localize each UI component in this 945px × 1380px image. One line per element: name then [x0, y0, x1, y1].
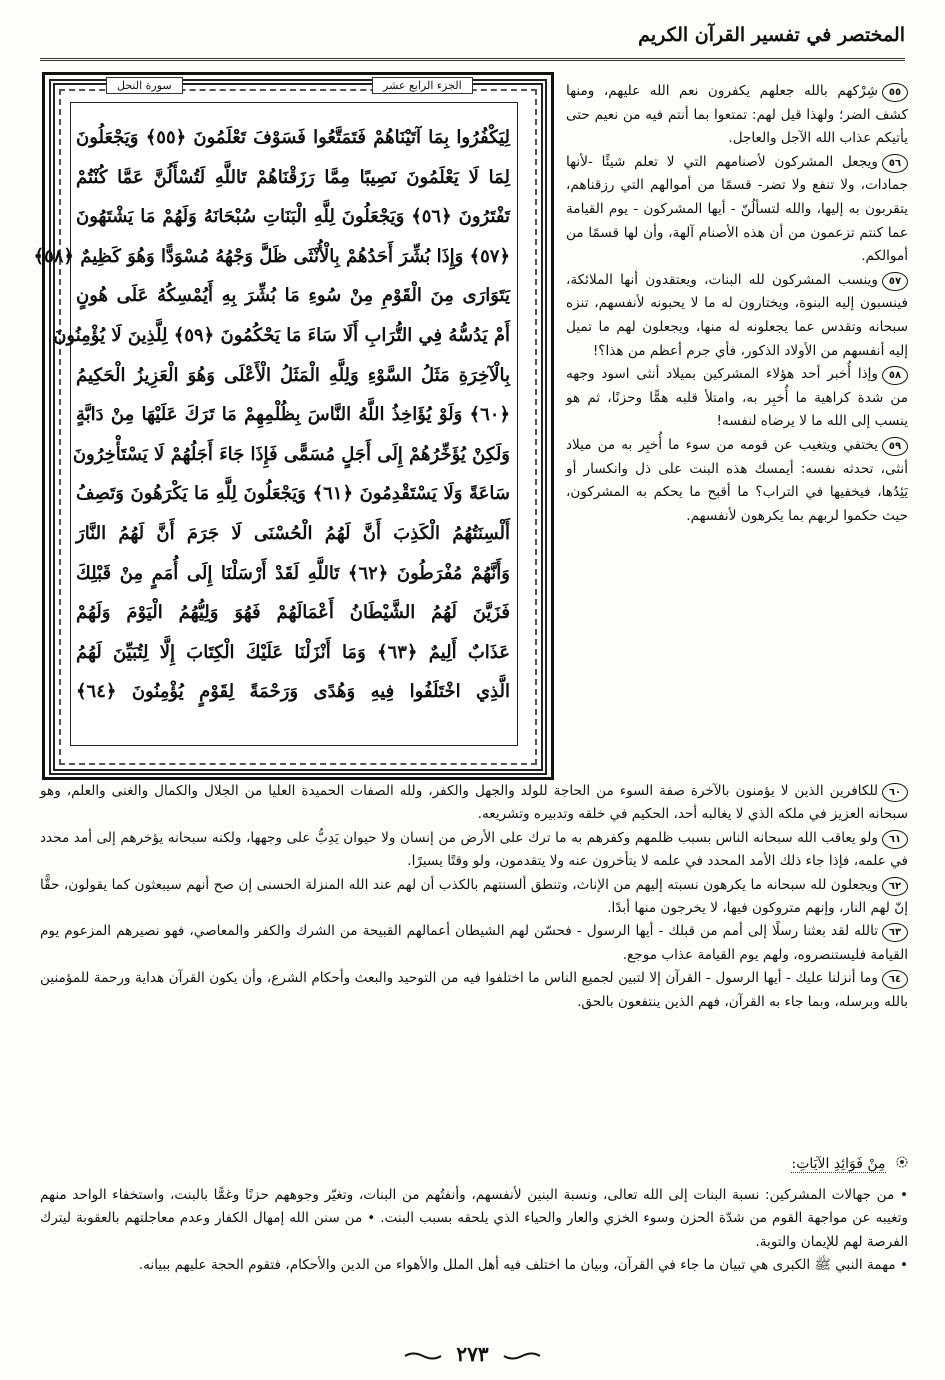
tafsir-full-width [40, 780, 908, 1014]
ayah-line: وَلَكِنْ يُؤَخِّرُهُمْ إِلَى أَجَلٍ مُسَمًّى فَإِذَا جَاءَ أَجَلُهُمْ لَا يَسْتَأْخِرُونَ [72, 443, 510, 465]
tafsir-paragraph [566, 434, 908, 528]
ayah-number: ٦٣ [882, 923, 908, 942]
ayah-number: ٥٦ [882, 154, 908, 173]
tafsir-paragraph [566, 269, 908, 363]
tafsir-paragraph [566, 363, 908, 434]
benefit-text: مهمة النبي ﷺ الكبرى هي تبيان ما جاء في القرآن، وبيان ما اختلف فيه أهل الملل والأهواء من الدين والأحكام، فتقوم الحجة عليهم ببيانه. [138, 1257, 896, 1274]
benefits-heading-text: مِنْ فَوَائِدِ الآيَاتِ: [791, 1156, 886, 1172]
tafsir-text: للكافرين الذين لا يؤمنون بالآخرة صفة السوء من الحاجة للولد والجهل والكفر، ولله الصفات الحميدة العليا من الجلال والكمال والغنى والعلم، وهو سبحانه العزيز في ملكه الذي لا يغالبه أحد، الحكيم في خلقه وتدبيره وتشريعه. [40, 783, 908, 823]
benefits-heading [40, 1156, 908, 1173]
tafsir-text: وما أنزلنا عليك - أيها الرسول - القرآن إلا لتبين لجميع الناس ما اختلفوا فيه من التوحيد والبعث وأحكام الشرع، وأن يكون القرآن هداية ورحمة للمؤمنين بالله وبرسله، وبما جاء به القرآن، فهم الذين ينتفعون بالحق. [40, 970, 908, 1010]
tafsir-text: شِرْكهم بالله جعلهم يكفرون نعم الله عليهم، ومنها كشف الضر؛ ولهذا قيل لهم: تمتعوا بما أنتم فيه من نعيم حتى يأتيكم عذاب الله الآجل والعاجل. [566, 83, 908, 147]
benefit-item: • مهمة النبي ﷺ الكبرى هي تبيان ما جاء في القرآن، وبيان ما اختلف فيه أهل الملل والأهواء من الدين والأحكام، فتقوم الحجة عليهم ببيانه. [138, 1257, 908, 1274]
ayah-number: ٥٨ [882, 366, 908, 385]
ayah-number: ٦٢ [882, 877, 908, 896]
ayah-line: بِالْآخِرَةِ مَثَلُ السَّوْءِ وَلِلَّهِ الْمَثَلُ الْأَعْلَى وَهُوَ الْعَزِيزُ الْحَكِيمُ [76, 364, 510, 386]
tafsir-paragraph [566, 80, 908, 151]
ayah-line: ﴿٥٧﴾ وَإِذَا بُشِّرَ أَحَدُهُمْ بِالْأُنْثَى ظَلَّ وَجْهُهُ مُسْوَدًّا وَهُوَ كَظِيمٌ ﴿٥٨﴾ [33, 245, 510, 267]
ayah-line: أَلْسِنَتُهُمُ الْكَذِبَ أَنَّ لَهُمُ الْحُسْنَى لَا جَرَمَ أَنَّ لَهُمُ النَّارَ [76, 522, 510, 544]
ayah-number: ٦١ [882, 830, 908, 849]
tafsir-text: وإذا أُخبر أحد هؤلاء المشركين بميلاد أنثى اسود وجهه من شدة كراهية ما أُخبِر به، وامتلأ قلبه همًّا وحزنًا، ثم هو ينسب إلى الله ما لا يرضاه لنفسه! [566, 366, 908, 430]
surah-label: سورة النحل [106, 77, 183, 94]
ayah-line: يَتَوَارَى مِنَ الْقَوْمِ مِنْ سُوءِ مَا بُشِّرَ بِهِ أَيُمْسِكُهُ عَلَى هُونٍ [76, 285, 510, 307]
ayah-line: لِمَا لَا يَعْلَمُونَ نَصِيبًا مِمَّا رَزَقْنَاهُمْ تَاللَّهِ لَتُسْأَلُنَّ عَمَّا كُنْتُمْ [76, 166, 510, 188]
tafsir-text: ويجعل المشركون لأصنامهم التي لا تعلم شيئًا -لأنها جمادات، ولا تنفع ولا تضر- قسمًا من أموالهم التي رزقناهم، يتقربون به إليها، والله لتسألُنّ - أيها المشركون - يوم القيامة عما كنتم تزعمون من أن هذه الأصنام آلهة، وأن لها قسمًا من أموالكم. [566, 153, 908, 265]
page-number: ٢٧٣ [456, 1342, 489, 1366]
ayah-line: تَفْتَرُونَ ﴿٥٦﴾ وَيَجْعَلُونَ لِلَّهِ الْبَنَاتِ سُبْحَانَهُ وَلَهُمْ مَا يَشْتَهُونَ [76, 206, 511, 228]
tafsir-paragraph [40, 967, 908, 1014]
tafsir-text: ويجعلون لله سبحانه ما يكرهون نسبته إليهم من الإناث، وتنطق ألسنتهم بالكذب أن لهم عند الله المنزلة الحسنى إن صح أنهم سيبعثون كما يقولون، حقًّا إنّ لهم النار، وإنهم متروكون فيها، لا يخرجون منها أبدًا. [40, 876, 908, 917]
ayah-line: وَأَنَّهُمْ مُفْرَطُونَ ﴿٦٢﴾ تَاللَّهِ لَقَدْ أَرْسَلْنَا إِلَى أُمَمٍ مِنْ قَبْلِكَ [76, 562, 510, 584]
page-footer [0, 1342, 945, 1366]
tafsir-paragraph [40, 874, 908, 921]
page-header [40, 22, 905, 61]
ayah-line: أَمْ يَدُسُّهُ فِي التُّرَابِ أَلَا سَاءَ مَا يَحْكُمُونَ ﴿٥٩﴾ لِلَّذِينَ لَا يُؤْمِنُونَ [53, 324, 510, 346]
ayah-number: ٦٠ [882, 783, 908, 802]
juz-label: الجزء الرابع عشر [372, 77, 473, 94]
ayah-line: سَاعَةً وَلَا يَسْتَقْدِمُونَ ﴿٦١﴾ وَيَجْعَلُونَ لِلَّهِ مَا يَكْرَهُونَ وَتَصِفُ [76, 483, 510, 505]
ayah-line: ﴿٦٠﴾ وَلَوْ يُؤَاخِذُ اللَّهُ النَّاسَ بِظُلْمِهِمْ مَا تَرَكَ عَلَيْهَا مِنْ دَابَّةٍ [76, 404, 510, 426]
ayah-line: عَذَابٌ أَلِيمٌ ﴿٦٣﴾ وَمَا أَنْزَلْنَا عَلَيْكَ الْكِتَابَ إِلَّا لِتُبَيِّنَ لَهُمُ [76, 641, 510, 663]
ayah-line: الَّذِي اخْتَلَفُوا فِيهِ وَهُدًى وَرَحْمَةً لِقَوْمٍ يُؤْمِنُونَ ﴿٦٤﴾ [76, 681, 510, 703]
tafsir-paragraph [566, 151, 908, 269]
ayah-line: لِيَكْفُرُوا بِمَا آتَيْنَاهُمْ فَتَمَتَّعُوا فَسَوْفَ تَعْلَمُونَ ﴿٥٥﴾ وَيَجْعَلُونَ [76, 127, 510, 148]
tafsir-text: تالله لقد بعثنا رسلًا إلى أمم من قبلك - أيها الرسول - فحسّن لهم الشيطان أعمالهم القبيحة من الشرك والكفر والمعاصي، فهو نصيرهم المزعوم يوم القيامة فليستنصروه، ولهم يوم القيامة عذاب موجع. [40, 923, 908, 963]
tafsir-paragraph [40, 920, 908, 967]
footer-ornament-icon [502, 1351, 542, 1361]
tafsir-paragraph [40, 780, 908, 827]
benefits-list [40, 1184, 908, 1278]
tafsir-paragraph [40, 827, 908, 874]
footer-ornament-icon [403, 1351, 443, 1361]
tafsir-column [566, 80, 908, 528]
tafsir-text: ولو يعاقب الله سبحانه الناس بسبب ظلمهم وكفرهم به ما ترك على الأرض من إنسان ولا حيوان يَدِبُّ على وجهها، ولكنه سبحانه يؤخرهم إلى أمد محدد في علمه، فإذا جاء ذلك الأمد المحدد في علمه لا يتأخرون عنه ولا يتقدمون، ولو وقتًا يسيرًا. [40, 829, 908, 870]
book-title: المختصر في تفسير القرآن الكريم [638, 24, 905, 46]
tafsir-text: وينسب المشركون لله البنات، ويعتقدون أنها الملائكة، فينسبون إليه البنوة، ويختارون له ما لا يحبونه لأنفسهم، تنزه سبحانه وتقدس عما يجعلونه له منها، ويجعلون لهم ما تميل إليه أنفسهم من الأولاد الذكور، فأي جرم أعظم من هذا؟! [566, 271, 908, 359]
ayah-number: ٥٧ [882, 272, 908, 291]
ayah-number: ٥٥ [882, 83, 908, 102]
benefit-item: • من جهالات المشركين: نسبة البنات إلى الله تعالى، ونسبة البنين لأنفسهم، وأنفتُهم من البنات، وتغيّر وجوههم حزنًا وغمًّا بالبنت، واستخفاء الواحد منهم وتغيبه عن مواجهة القوم من شدّة الحزن وسوء الخزي والعار والحياء الذي يلحقه بسبب البنت. • من سنن الله إمهال الكفار وعدم معاجلتهم بالعقوبة ليترك الفرصة لهم للإيمان والتوبة. [40, 1187, 909, 1250]
tafsir-text: يختفي ويتغيب عن قومه من سوء ما أُخبِر به من ميلاد أنثى، تحدثه نفسه: أيمسك هذه البنت على ذل وانكسار أو يَئِدُها، فيخفيها في التراب؟ ما أقبح ما يحكم به المشركون، حيث حكموا لربهم بما يكرهون لأنفسهم. [566, 436, 908, 524]
ayah-number: ٦٤ [882, 970, 908, 989]
ayah-line: فَزَيَّنَ لَهُمُ الشَّيْطَانُ أَعْمَالَهُمْ فَهُوَ وَلِيُّهُمُ الْيَوْمَ وَلَهُمْ [76, 602, 510, 624]
ayah-lines [33, 118, 511, 712]
ayah-number: ٥٩ [882, 437, 908, 456]
benefit-text: من جهالات المشركين: نسبة البنات إلى الله تعالى، ونسبة البنين لأنفسهم، وأنفتُهم من البنات، وتغيّر وجوههم حزنًا وغمًّا بالبنت، واستخفاء الواحد منهم وتغيبه عن مواجهة القوم من شدّة الحزن وسوء الخزي والعار والحياء الذي يلحقه بسبب البنت. • من سنن الله إمهال الكفار وعدم معاجلتهم بالعقوبة ليترك الفرصة لهم للإيمان والتوبة. [40, 1187, 908, 1250]
quran-panel [33, 72, 554, 780]
flower-ornament-icon [896, 1156, 908, 1168]
